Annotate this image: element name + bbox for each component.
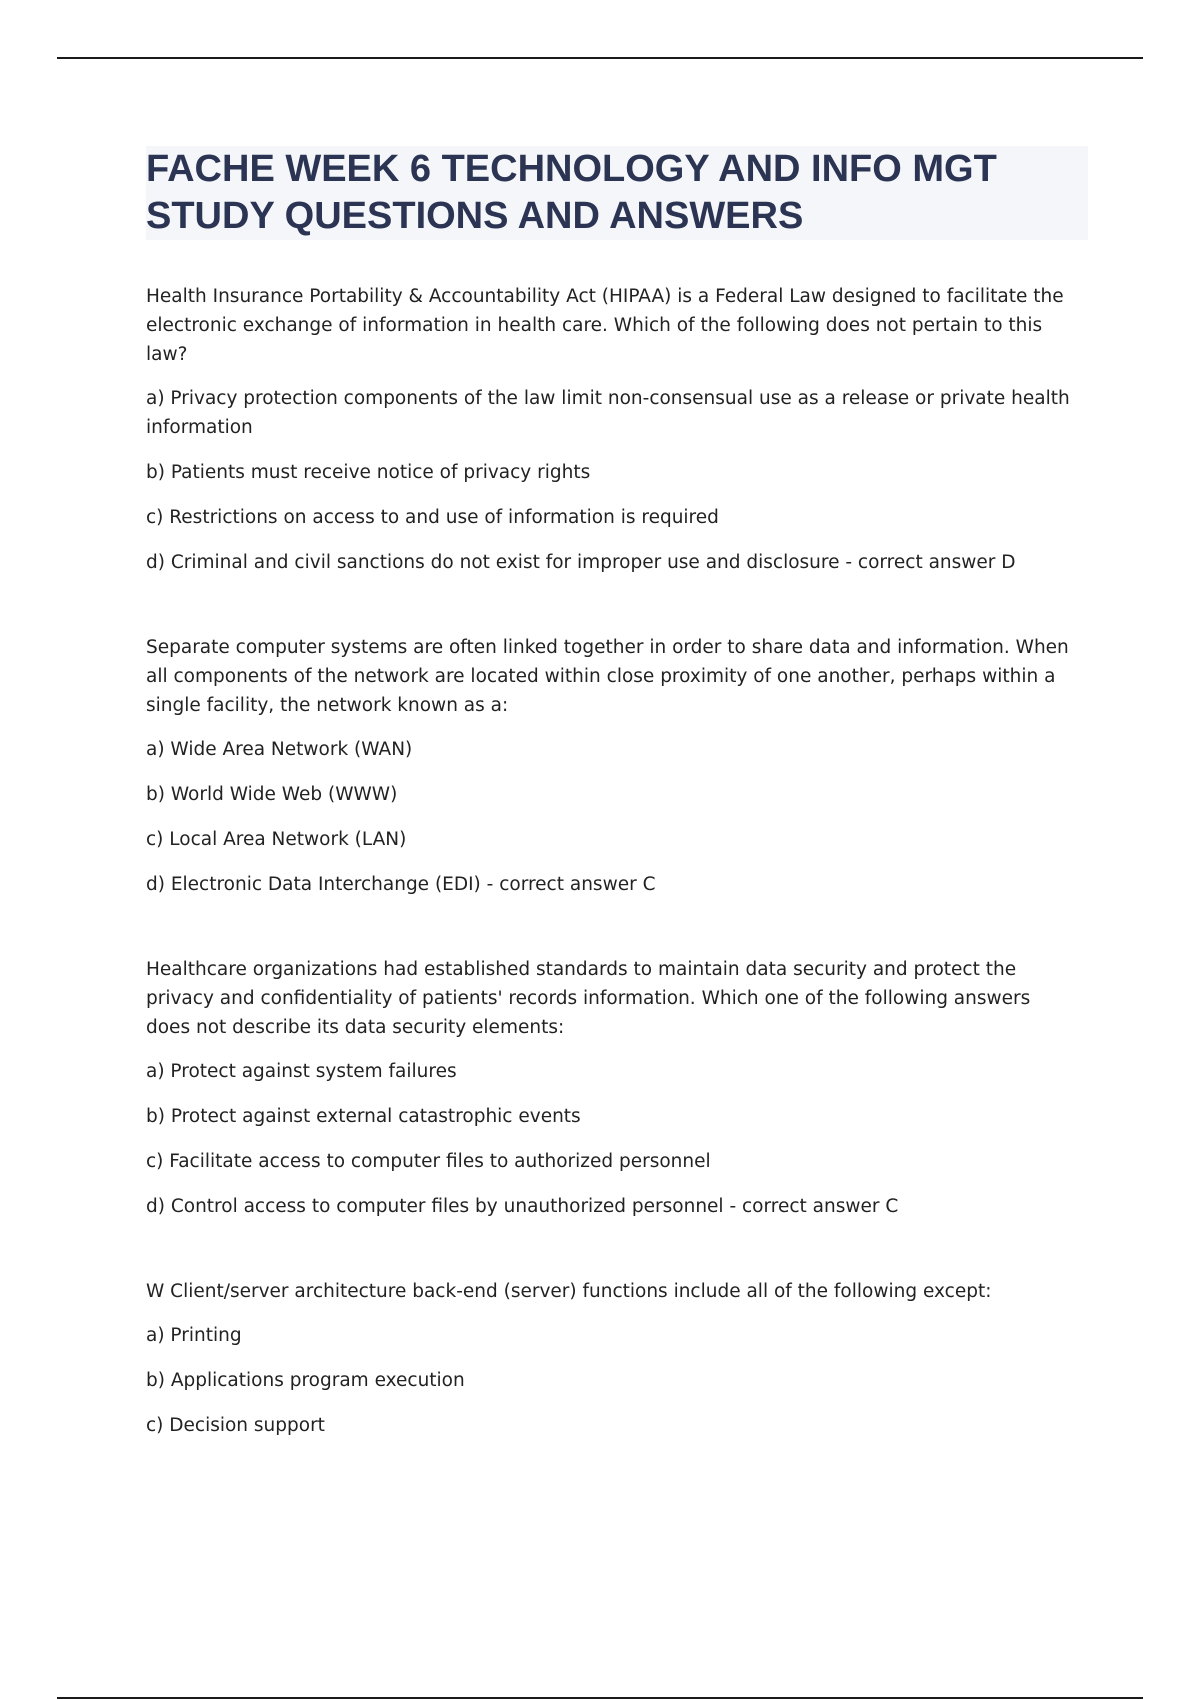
question-block-3 (146, 955, 1076, 1221)
question-block-1 (146, 282, 1076, 577)
answer-option: c) Decision support (146, 1415, 325, 1436)
question-text: Healthcare organizations had established standards to maintain data security and protect the privacy and confidentiality of patients' records information. Which one of the following answers does not describe its data security elements: (146, 959, 1031, 1038)
answer-option: b) Patients must receive notice of privacy rights (146, 462, 591, 483)
answer-option: d) Electronic Data Interchange (EDI) - correct answer C (146, 874, 656, 895)
top-divider (57, 57, 1143, 59)
answer-option: a) Wide Area Network (WAN) (146, 739, 413, 760)
question-text: W Client/server architecture back-end (server) functions include all of the following except: (146, 1281, 992, 1302)
document-body (146, 282, 1076, 1440)
answer-option: c) Local Area Network (LAN) (146, 829, 407, 850)
question-text: Separate computer systems are often linked together in order to share data and information. When all components of the network are located within close proximity of one another, perhaps within a single facility, the network known as a: (146, 637, 1069, 716)
answer-option: a) Privacy protection components of the law limit non-consensual use as a release or private health information (146, 388, 1070, 438)
answer-option: c) Facilitate access to computer files to authorized personnel (146, 1151, 711, 1172)
answer-option: b) World Wide Web (WWW) (146, 784, 398, 805)
document-title: FACHE WEEK 6 TECHNOLOGY AND INFO MGT STUDY QUESTIONS AND ANSWERS (146, 148, 997, 237)
answer-option: b) Protect against external catastrophic events (146, 1106, 581, 1127)
question-block-2 (146, 633, 1076, 899)
answer-option: a) Protect against system failures (146, 1061, 457, 1082)
answer-option: b) Applications program execution (146, 1370, 465, 1391)
answer-option: c) Restrictions on access to and use of information is required (146, 507, 719, 528)
answer-option: d) Criminal and civil sanctions do not exist for improper use and disclosure - correct answer D (146, 552, 1016, 573)
question-block-4 (146, 1277, 1076, 1440)
question-text: Health Insurance Portability & Accountability Act (HIPAA) is a Federal Law designed to facilitate the electronic exchange of information in health care. Which of the following does not pertain to this law? (146, 286, 1064, 365)
bottom-divider (57, 1697, 1143, 1699)
answer-option: a) Printing (146, 1325, 242, 1346)
answer-option: d) Control access to computer files by unauthorized personnel - correct answer C (146, 1196, 899, 1217)
